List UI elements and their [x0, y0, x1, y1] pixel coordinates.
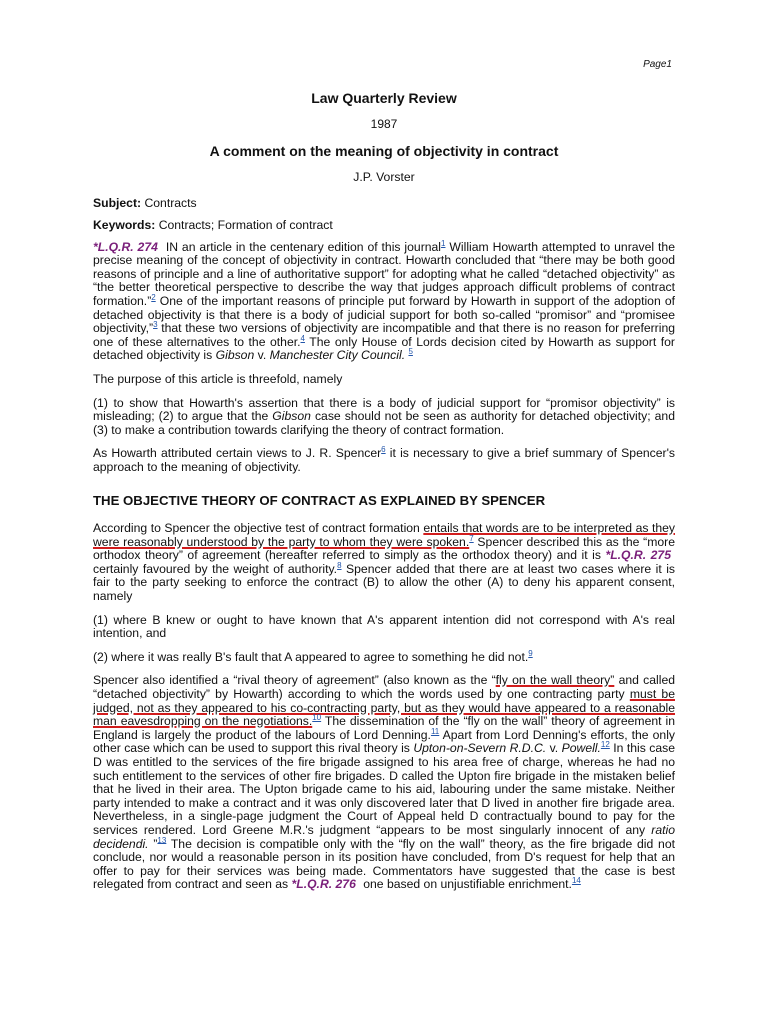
article-author: J.P. Vorster: [353, 169, 415, 184]
text: In this case D was entitled to the services of the fire brigade assigned to his area free of charge, whereas he had no such entitlement to the services of other fire brigades. D called the Upton fire brigade in the mistaken belief that he lived in their area. The Upton brigade came to his aid, labouring under the same mistake. Neither party intended to make a contract and it was only discovered later that D lived in another fire brigade area. Nevertheless, in a single-page judgment the Court of Appeal held D contractually bound to pay for the services rendered. Lord Greene M.R.'s judgment “appears to be most singularly innocent of any: [93, 741, 675, 837]
case-name: Gibson: [215, 348, 255, 363]
paragraph-case-one: (1) where B knew or ought to have known that A's apparent intention did not correspond with A's real intention, and: [93, 612, 675, 641]
subject-label: Subject:: [93, 196, 142, 211]
text: The decision is compatible only with the “fly on the wall” theory, as the fire brigade did not conclude, nor would a reasonable person in its position have concluded, from D's request for help that an offer to pay for their services was being made. Commentators have suggested that the case is best relegated from contract and seen as: [93, 836, 675, 892]
case-name: Manchester City Council.: [269, 348, 406, 363]
paragraph-rival-theory: [93, 674, 675, 892]
subject-line: [93, 197, 675, 211]
text: v.: [546, 741, 562, 756]
text: One of the important reasons of principle put forward by Howarth in support of the adoption of detached objectivity is that there is a body of judicial support for both so-called “promisor” and “promisee objectivity,”: [93, 293, 675, 336]
footnote-link[interactable]: 13: [157, 835, 167, 845]
text: v.: [254, 348, 270, 363]
highlighted-text: must be judged, not as they appeared to his co-contracting party, but as they would have appeared to a reasonable man eavesdropping on the negotiations.: [93, 687, 675, 729]
text: Spencer added that there are at least two cases where it is fair to the party seeking to enforce the contract (B) to allow the other (A) to deny his apparent consent, namely: [93, 561, 675, 604]
text: William Howarth attempted to unravel the precise meaning of the concept of objectivity in contract. Howarth concluded that “there may be both good reasons of principle and a line of authoritative support” for adopting what he called “detached objectivity” as “the better theoretical perspective to describe the way that judges approach difficult problems of contract formation.”: [93, 239, 675, 308]
footnote-link[interactable]: 11: [430, 726, 440, 736]
footnote-link[interactable]: 12: [600, 740, 610, 750]
footnote-link[interactable]: 7: [469, 533, 474, 543]
text: IN an article in the centenary edition of this journal: [161, 239, 442, 254]
paragraph-aims: [93, 397, 675, 438]
highlighted-text: fly on the wall theory”: [495, 673, 615, 688]
footnote-link[interactable]: 9: [528, 648, 533, 658]
footnote-link[interactable]: 1: [441, 238, 446, 248]
article-title: A comment on the meaning of objectivity in contract: [209, 143, 559, 160]
lqr-marker: *L.Q.R. 274: [93, 239, 158, 254]
footnote-link[interactable]: 14: [571, 876, 581, 886]
text: The only House of Lords decision cited by Howarth as support for detached objectivity is: [93, 334, 675, 363]
footnote-link[interactable]: 6: [381, 445, 386, 455]
text: one based on unjustifiable enrichment.: [359, 877, 572, 892]
case-name: Gibson: [272, 409, 311, 424]
lqr-marker: *L.Q.R. 275: [605, 548, 671, 563]
page-number: Page1: [643, 59, 672, 70]
latin-term: ratio decidendi.: [93, 822, 675, 851]
lqr-marker: *L.Q.R. 276: [291, 877, 356, 892]
text: ”: [148, 836, 158, 851]
paragraph-case-two: [93, 648, 675, 665]
keywords-line: [93, 219, 675, 233]
case-name: Powell.: [561, 741, 601, 756]
text: Apart from Lord Denning's efforts, the only other case which can be used to support this rival theory is: [93, 727, 675, 756]
footnote-link[interactable]: 3: [153, 320, 158, 330]
footnote-link[interactable]: 4: [300, 333, 305, 343]
journal-name: Law Quarterly Review: [311, 90, 457, 106]
paragraph-intro: [93, 238, 675, 363]
text: and called “detached objectivity” by Howarth) according to which the words used by one contracting party: [93, 673, 676, 701]
case-name: Upton-on-Severn R.D.C.: [413, 741, 547, 756]
publication-year: 1987: [370, 116, 398, 131]
footnote-link[interactable]: 10: [312, 713, 322, 723]
text: (1) to show that Howarth's assertion that there is a body of judicial support for “promisor objectivity” is misleading; (2) to argue that the: [93, 395, 675, 424]
text: certainly favoured by the weight of authority.: [93, 561, 338, 576]
text: it is necessary to give a brief summary of Spencer's approach to the meaning of objectivity.: [93, 446, 675, 474]
text: case should not be seen as authority for detached objectivity; and (3) to make a contribution towards clarifying the theory of contract formation.: [93, 409, 675, 437]
highlighted-text: entails that words are to be interpreted as they were reasonably understood by the party to whom they were spoken.: [93, 521, 675, 549]
paragraph-purpose: The purpose of this article is threefold, namely: [93, 371, 343, 386]
article-body: [93, 92, 675, 902]
keywords-value: Contracts; Formation of contract: [155, 217, 333, 232]
keywords-label: Keywords:: [93, 217, 156, 232]
text: Spencer described this as the “more orthodox theory” of agreement (hereafter referred to simply as the orthodox theory) and it is: [93, 534, 675, 563]
text: As Howarth attributed certain views to J. R. Spencer: [93, 446, 382, 461]
paragraph-orthodox-theory: [93, 522, 675, 604]
text: Spencer also identified a “rival theory of agreement” (also known as the “: [93, 673, 496, 688]
footnote-link[interactable]: 5: [408, 347, 413, 357]
text: The dissemination of the “fly on the wall” theory of agreement in England is largely the product of the labours of Lord Denning.: [93, 714, 675, 742]
text: (2) where it was really B's fault that A appeared to agree to something he did not.: [93, 649, 529, 664]
footnote-link[interactable]: 8: [337, 560, 342, 570]
text: According to Spencer the objective test of contract formation: [93, 521, 424, 536]
paragraph-spencer-intro: [93, 447, 675, 474]
subject-value: Contracts: [141, 196, 197, 211]
footnote-link[interactable]: 2: [151, 292, 156, 302]
text: that these two versions of objectivity are incompatible and that there is no reason for preferring one of these alternatives to the other.: [93, 321, 675, 349]
section-heading: THE OBJECTIVE THEORY OF CONTRACT AS EXPLAINED BY SPENCER: [93, 493, 546, 509]
